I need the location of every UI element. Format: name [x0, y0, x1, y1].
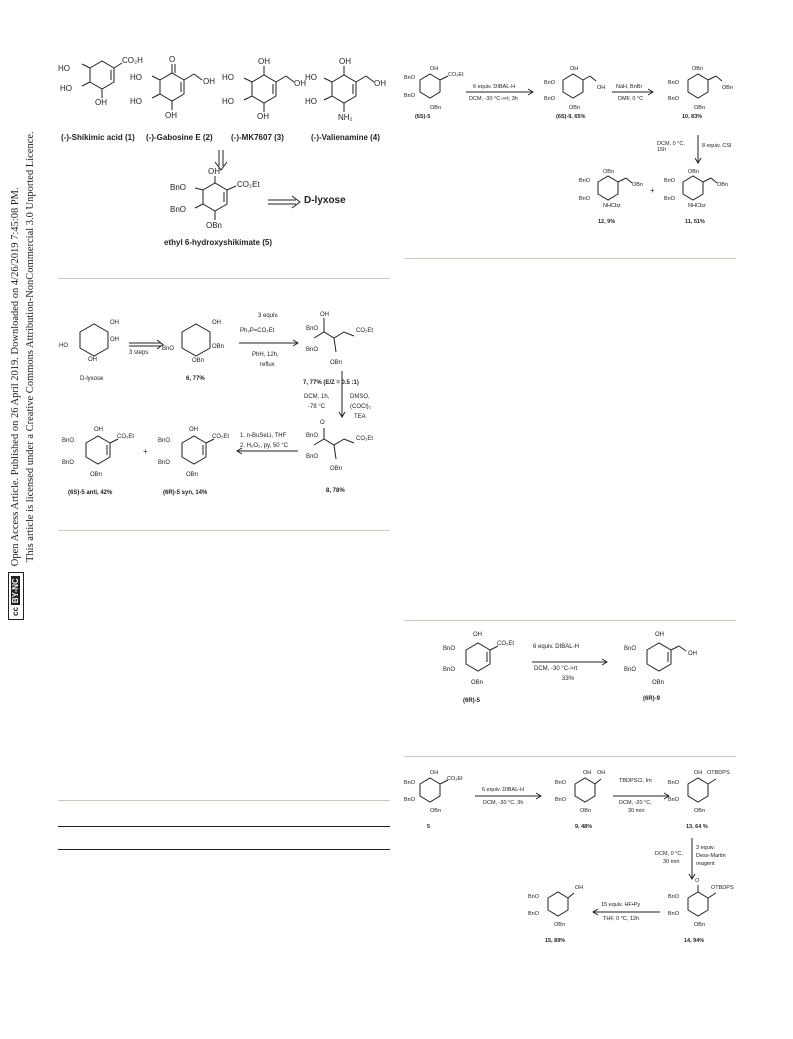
shikimic-oh: OH [95, 98, 107, 107]
valienamine-label: (-)-Valienamine (4) [311, 133, 380, 142]
t13-bno-2: BnO [668, 797, 680, 803]
d12-bno-2: BnO [579, 196, 591, 202]
ester5-label: ethyl 6-hydroxyshikimate (5) [164, 238, 273, 247]
mk-oh-1: OH [258, 57, 270, 66]
d6s-reagent2: NaH, BnBr [616, 84, 643, 90]
t13-oh: OH [694, 770, 703, 776]
retro-target: D-lyxose [304, 195, 346, 206]
shikimic-ho-1: HO [58, 64, 70, 73]
d6s-p1-oh: OH [570, 66, 579, 72]
r5-co2et: CO₂Et [497, 641, 514, 647]
c8-obn: OBn [330, 466, 343, 472]
wittig-cond2: reflux [260, 362, 275, 368]
mk-oh-3: OH [294, 79, 306, 88]
c8-co2et: CO₂Et [356, 436, 373, 442]
valienamine-oh-2: OH [374, 79, 386, 88]
c6-obn-2: OBn [192, 358, 205, 364]
d6s-product2: 10, 83% [682, 114, 703, 120]
t-reagent2: TBDPSCl, Im [619, 778, 652, 784]
t-cond2a: DCM, -20 °C, [619, 800, 652, 806]
gabosine-ho-2: HO [130, 97, 142, 106]
valienamine-nh2: NH₂ [338, 113, 353, 122]
shikimic-ho-2: HO [60, 84, 72, 93]
wittig-cond1: PhH, 12h, [252, 352, 279, 358]
wittig-equiv: 3 equiv. [258, 313, 279, 319]
lyx-oh-2: OH [110, 337, 119, 343]
cc-badge[interactable]: ccBY-NC [8, 572, 24, 620]
d11-obn-2: OBn [717, 182, 729, 188]
c8-bno-1: BnO [306, 433, 319, 439]
swern-reag3: TEA [354, 414, 366, 420]
t-cond1: DCM, -30 °C, 3h [483, 800, 524, 806]
t9-oh-1: OH [583, 770, 592, 776]
mk-label: (-)-MK7607 (3) [231, 133, 284, 142]
lyx-oh-1: OH [110, 320, 119, 326]
t9-oh-2: OH [597, 770, 606, 776]
syn-label: (6R)-5 syn, 14% [163, 490, 208, 496]
r9-oh-1: OH [655, 632, 664, 638]
banner-line-1: Open Access Article. Published on 26 April 2019. Downloaded on 4/26/2019 7:45:08 PM. [10, 187, 21, 567]
c6-oh: OH [212, 320, 221, 326]
r5-bno-1: BnO [443, 646, 456, 652]
d6s-co2et: CO₂Et [448, 72, 464, 78]
lyx-oh-3: OH [88, 357, 97, 363]
t9-bno-2: BnO [555, 797, 567, 803]
r-cond: DCM, -30 °C->rt [534, 666, 578, 672]
wittig-reagent: Ph₃P=CO₂Et [240, 328, 275, 334]
d6s-p1-oh2: OH [597, 85, 606, 91]
t13-bno-1: BnO [668, 780, 680, 786]
t-reagent1: 6 equiv. DIBAL-H [482, 787, 525, 793]
swern-reag2: (COCl)₂ [350, 404, 371, 410]
t14-otbdps: OTBDPS [711, 885, 734, 891]
anti-obn: OBn [90, 472, 103, 478]
r9-oh-2: OH [688, 651, 697, 657]
t-reagent4: 15 equiv. HF•Py [601, 902, 641, 908]
d12-obn-1: OBn [603, 169, 615, 175]
plus-sign: + [143, 447, 148, 456]
mk-ho-2: HO [222, 97, 234, 106]
d11-bno-1: BnO [664, 178, 676, 184]
d12-nhcbz: NHCbz [603, 203, 621, 209]
anti-co2et: CO₂Et [117, 434, 134, 440]
ester5-oh: OH [208, 167, 220, 176]
gabosine-o: O [169, 55, 176, 64]
d6s-obn: OBn [430, 105, 442, 111]
d10-bno-1: BnO [668, 80, 680, 86]
gabosine-label: (-)-Gabosine E (2) [146, 133, 213, 142]
t15-oh: OH [575, 885, 584, 891]
d10-obn-2: OBn [694, 105, 706, 111]
t14-bno-1: BnO [668, 894, 680, 900]
d6s-plus: + [650, 186, 655, 195]
gabosine-oh-1: OH [165, 111, 177, 120]
t9-bno-1: BnO [555, 780, 567, 786]
t5-co2et: CO₂Et [447, 776, 463, 782]
mk-ho-1: HO [222, 73, 234, 82]
c7-bno-1: BnO [306, 326, 319, 332]
gabosine-ho-1: HO [130, 73, 142, 82]
t-product9: 9, 48% [575, 824, 593, 830]
t-reagent3c: reagent [696, 861, 715, 867]
t-cond3a: DCM, 0 °C, [655, 851, 683, 857]
r9-label: (6R)-9 [643, 696, 661, 702]
t-product14: 14, 94% [684, 938, 705, 944]
r5-label: (6R)-5 [463, 698, 481, 704]
r5-bno-2: BnO [443, 667, 456, 673]
d6s-reagent3: 8 equiv. CSI [702, 143, 732, 149]
c7-obn: OBn [330, 360, 343, 366]
d6s-p1-bno-2: BnO [544, 96, 556, 102]
t5-bno-1: BnO [404, 780, 416, 786]
ester5-co2et: CO₂Et [237, 180, 260, 189]
t-cond2b: 30 min [628, 808, 645, 814]
anti-bno-1: BnO [62, 438, 75, 444]
cyc-step2: 2. H₂O₂, py, 50 °C [240, 443, 288, 449]
valienamine-ho-2: HO [305, 97, 317, 106]
t-reagent3b: Dess-Martin [696, 853, 726, 859]
product8-label: 8, 78% [326, 488, 345, 494]
shikimic-label: (-)-Shikimic acid (1) [61, 133, 135, 142]
t-product15: 15, 89% [545, 938, 566, 944]
syn-bno-1: BnO [158, 438, 171, 444]
syn-bno-2: BnO [158, 460, 171, 466]
t15-obn: OBn [554, 922, 566, 928]
t14-o: O [695, 878, 700, 884]
lyx-ho: HO [59, 343, 68, 349]
syn-oh: OH [189, 427, 198, 433]
banner-line-2[interactable]: This article is licensed under a Creative Commons Attribution-NonCommercial 3.0 Unported Licence. [25, 131, 36, 562]
valienamine-oh-1: OH [339, 57, 351, 66]
t13-otbdps: OTBDPS [707, 770, 730, 776]
swern-cond1: DCM, 1h, [304, 394, 330, 400]
t14-obn: OBn [694, 922, 706, 928]
valienamine-ho-1: HO [305, 73, 317, 82]
d6s-bno-2: BnO [404, 93, 416, 99]
d6s-cond2: DMF, 0 °C [618, 96, 644, 102]
lyx-start-label: D-lyxose [80, 376, 104, 382]
d6s-reagent1: 6 equiv. DIBAL-H [473, 84, 516, 90]
r-reagent: 6 equiv. DIBAL-H [533, 644, 579, 650]
steps-label: 3 steps [129, 350, 149, 356]
c7-bno-2: BnO [306, 347, 319, 353]
t5-obn: OBn [430, 808, 442, 814]
c8-o: O [320, 420, 325, 426]
t-product13: 13, 64 % [686, 824, 708, 830]
ester5-bno-1: BnO [170, 183, 187, 192]
d12-obn-2: OBn [632, 182, 644, 188]
t-cond4: THF, 0 °C, 12h [603, 916, 640, 922]
shikimic-co2h: CO₂H [122, 56, 143, 65]
t-cond3b: 30 min [663, 859, 680, 865]
r9-obn: OBn [652, 680, 665, 686]
swern-cond2: -78 °C [308, 404, 326, 410]
t5-bno-2: BnO [404, 797, 416, 803]
r9-bno-2: BnO [624, 667, 637, 673]
swern-reag1: DMSO, [350, 394, 370, 400]
d6s-start-label: (6S)-5 [415, 114, 431, 120]
syn-obn: OBn [186, 472, 199, 478]
d6s-product3: 11, 51% [685, 219, 705, 225]
d6s-bno-1: BnO [404, 75, 416, 81]
product6-label: 6, 77% [186, 376, 205, 382]
t15-bno-2: BnO [528, 911, 540, 917]
t15-bno-1: BnO [528, 894, 540, 900]
d6s-cond3: DCM, 0 °C, 15h [657, 141, 685, 153]
mk-oh-2: OH [257, 112, 269, 121]
d10-bno-2: BnO [668, 96, 680, 102]
d11-nhcbz: NHCbz [688, 203, 706, 209]
c6-bno: BnO [162, 346, 175, 352]
t14-bno-2: BnO [668, 911, 680, 917]
t-reagent3a: 3 equiv. [696, 845, 715, 851]
d6s-oh: OH [430, 66, 439, 72]
c6-obn-1: OBn [212, 344, 225, 350]
d6s-p1-obn: OBn [569, 105, 581, 111]
t9-obn: OBn [580, 808, 592, 814]
anti-label: (6S)-5 anti, 42% [68, 490, 113, 496]
d6s-p1-bno-1: BnO [544, 80, 556, 86]
c8-bno-2: BnO [306, 454, 319, 460]
d11-bno-2: BnO [664, 196, 676, 202]
anti-bno-2: BnO [62, 460, 75, 466]
t5-label: 5 [427, 824, 431, 830]
r9-bno-1: BnO [624, 646, 637, 652]
d6s-product1: (6S)-9, 65% [556, 114, 586, 120]
r5-oh: OH [473, 632, 482, 638]
t13-obn: OBn [694, 808, 706, 814]
r5-obn: OBn [471, 680, 484, 686]
product7-label: 7, 77% (E/Z = 0.5 :1) [303, 380, 359, 386]
syn-co2et: CO₂Et [212, 434, 229, 440]
d12-bno-1: BnO [579, 178, 591, 184]
d6s-product4: 12, 9% [598, 219, 616, 225]
d6s-cond1: DCM, -30 °C->rt, 3h [469, 96, 518, 102]
gabosine-oh-2: OH [203, 77, 215, 86]
c7-oh: OH [320, 312, 329, 318]
anti-oh: OH [94, 427, 103, 433]
cyc-step1: 1. n-BuSeLi, THF [240, 433, 287, 439]
c7-co2et: CO₂Et [356, 328, 373, 334]
t5-oh: OH [430, 770, 439, 776]
d10-obn-3: OBn [722, 85, 734, 91]
d11-obn-1: OBn [688, 169, 700, 175]
r-yield: 33% [562, 676, 575, 682]
ester5-obn: OBn [206, 221, 223, 230]
ester5-bno-2: BnO [170, 205, 187, 214]
d10-obn-1: OBn [692, 66, 704, 72]
